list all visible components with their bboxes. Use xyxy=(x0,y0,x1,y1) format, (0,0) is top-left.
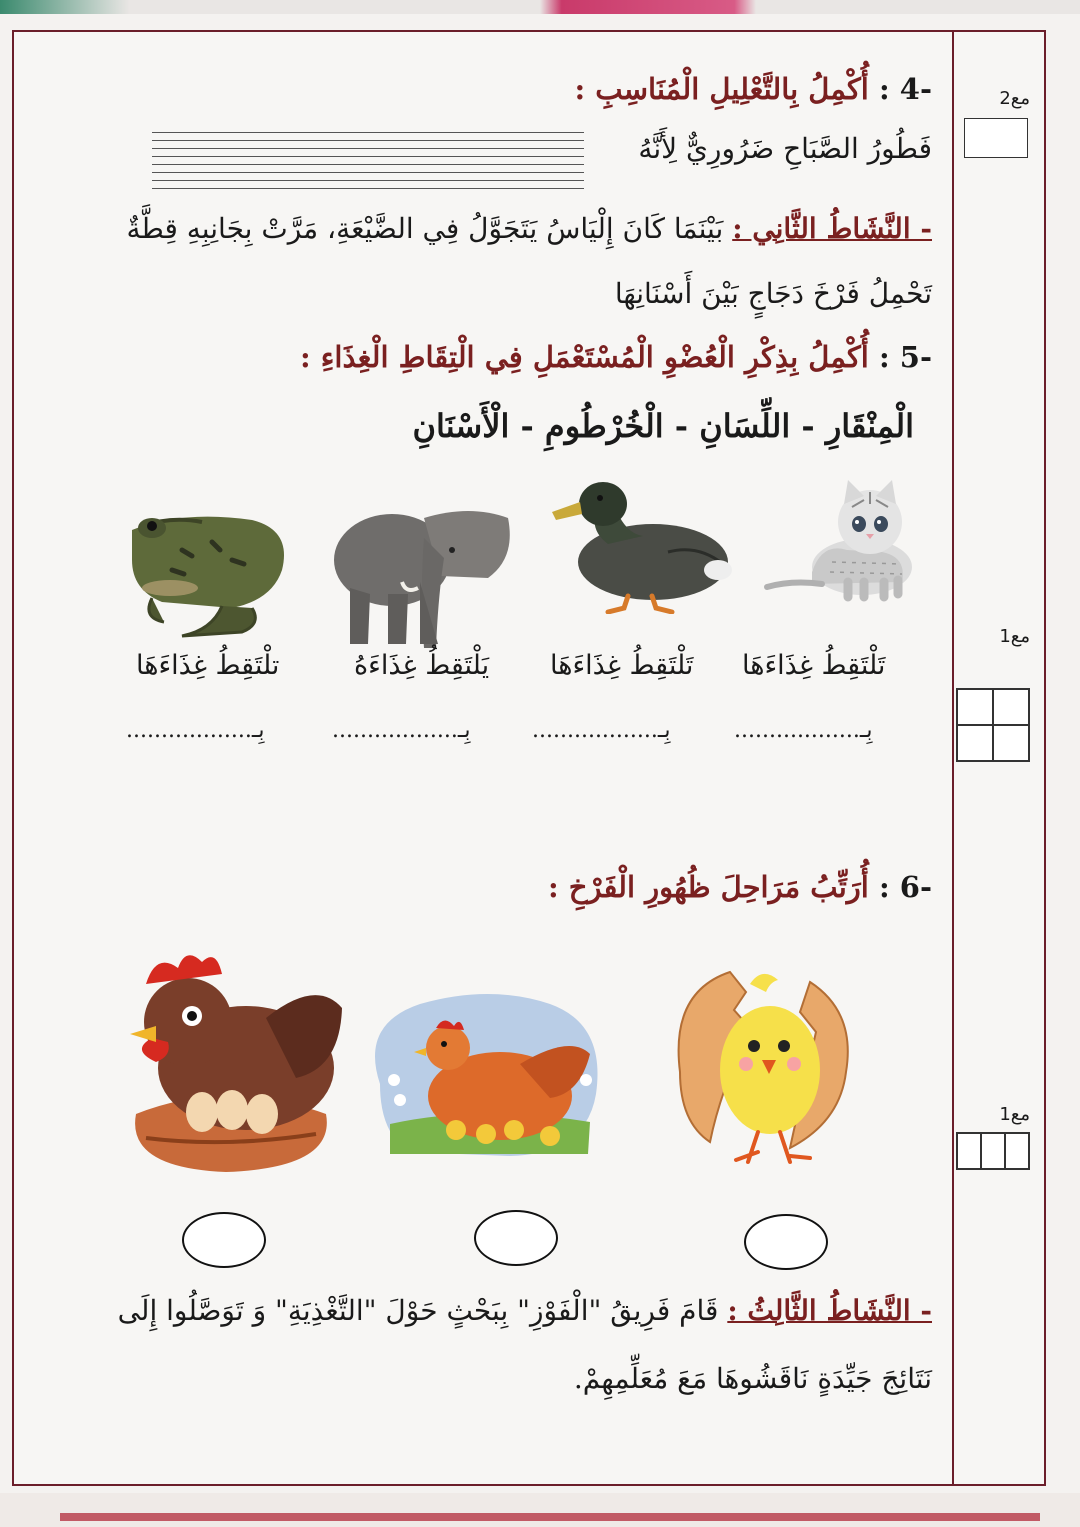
duck-answer-line[interactable]: بِـ.................. xyxy=(532,718,671,743)
order-oval-chick[interactable] xyxy=(744,1214,828,1270)
activity3-line2: نَتَائِجَ جَيِّدَةٍ نَاقَشُوهَا مَعَ مُعَلِّمِهِمْ. xyxy=(573,1362,932,1395)
q4-prompt: فَطُورُ الصَّبَاحِ ضَرُورِيٌّ لِأَنَّهُ xyxy=(638,132,932,165)
bottom-photo-edge xyxy=(0,1493,1080,1527)
activity3-text1: قَامَ فَرِيقُ "الْفَوْزِ" بِبَحْثٍ حَوْلَ "التَّغْذِيَةِ" وَ تَوَصَّلُوا إِلَى xyxy=(117,1294,719,1327)
activity2-label: - النَّشَاطُ الثَّانِي : xyxy=(732,212,932,245)
q6-heading xyxy=(548,870,932,904)
q4-number: -4 : xyxy=(878,72,932,106)
activity2-text1: بَيْنَمَا كَانَ إِلْيَاسُ يَتَجَوَّلُ فِي الضَّيْعَةِ، مَرَّتْ بِجَانِبِهِ قِطَّةٌ xyxy=(126,212,724,245)
cat-icon xyxy=(752,472,920,602)
score-grid-q5[interactable] xyxy=(956,688,1030,762)
frog-icon xyxy=(112,490,298,640)
frog-answer-line[interactable]: بِـ.................. xyxy=(126,718,265,743)
cat-answer-line[interactable]: بِـ.................. xyxy=(734,718,873,743)
q4-heading xyxy=(574,72,932,106)
score-label-q5: مع1 xyxy=(999,626,1030,647)
q5-title: أُكْمِلُ بِذِكْرِ الْعُضْوِ الْمُسْتَعْمَلِ فِي الْتِقَاطِ الْغِذَاءِ : xyxy=(299,340,869,374)
activity3-line1 xyxy=(118,1294,932,1327)
duck-icon xyxy=(548,474,734,614)
score-margin xyxy=(952,32,1044,1484)
cat-caption: تَلْتَقِطُ غِذَاءَهَا xyxy=(742,650,886,681)
elephant-icon xyxy=(320,498,516,650)
q5-heading xyxy=(300,340,932,374)
activity2-line2: تَحْمِلُ فَرْخَ دَجَاجٍ بَيْنَ أَسْنَانِهَا xyxy=(614,277,932,310)
hen-with-chicks-icon xyxy=(360,984,606,1160)
q6-number: -6 : xyxy=(878,870,932,904)
q4-answer-lines[interactable] xyxy=(152,132,584,196)
duck-caption: تَلْتَقِطُ غِذَاءَهَا xyxy=(550,650,694,681)
hatching-chick-icon xyxy=(650,952,860,1172)
q6-title: أُرَتِّبُ مَرَاحِلَ ظُهُورِ الْفَرْخِ : xyxy=(547,870,869,904)
elephant-caption: يَلْتَقِطُ غِذَاءَهُ xyxy=(354,650,490,681)
q5-number: -5 : xyxy=(878,340,932,374)
hen-on-nest-icon xyxy=(116,938,348,1178)
score-grid-q6[interactable] xyxy=(956,1132,1030,1170)
q4-title: أُكْمِلُ بِالتَّعْلِيلِ الْمُنَاسِبِ : xyxy=(574,72,869,106)
order-oval-hen-on-nest[interactable] xyxy=(182,1212,266,1268)
score-label-q4: مع2 xyxy=(999,88,1030,109)
score-label-q6: مع1 xyxy=(999,1104,1030,1125)
top-photo-edge xyxy=(0,0,1080,14)
score-box-q4[interactable] xyxy=(964,118,1028,158)
order-oval-hen-with-chicks[interactable] xyxy=(474,1210,558,1266)
frog-caption: تلْتَقِطُ غِذَاءَهَا xyxy=(136,650,280,681)
q5-organ-options: الْمِنْقَارِ - اللِّسَانِ - الْخُرْطُومِ - الْأَسْنَانِ xyxy=(412,407,914,445)
activity3-label: - النَّشَاطُ الثَّالِثُ : xyxy=(727,1294,932,1327)
elephant-answer-line[interactable]: بِـ.................. xyxy=(332,718,471,743)
worksheet-page xyxy=(12,30,1046,1486)
activity2-line1 xyxy=(127,212,932,245)
